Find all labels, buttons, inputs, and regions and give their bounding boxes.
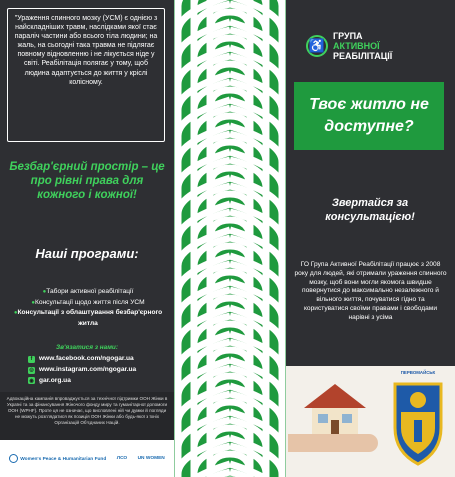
cta-text: Звертайся за консультацією! — [325, 197, 415, 223]
crest-label: ПЕРВОМАЙСЬК — [400, 370, 436, 375]
lso-logo: ЛСО — [116, 455, 128, 461]
disclaimer: Адвокаційна кампанія впроваджується за технічної підтримки ООН Жінки в Україні та за фінансування Жіночого фонду миру та гуманітарної допомоги ООН (WPHF). Проте ця не означає, що висловлені ній чи думки й погляди не можуть розглядатися як позиція ООН Жінки або будь-якої з їхніх Організацій Об'єднаних Націй. — [0, 392, 174, 440]
slogan: Безбар'єрний простір – це про рівні права для кожного і кожної! — [9, 161, 165, 201]
headline: Твоє житло не доступне? — [294, 82, 444, 150]
house-icon — [300, 380, 370, 440]
contact-facebook[interactable] — [28, 354, 168, 365]
instagram-icon: ◎ — [29, 366, 34, 373]
right-panel — [286, 0, 455, 477]
programs-list — [6, 287, 170, 329]
wphf-logo: Women's Peace & Humanitarian Fund — [9, 454, 106, 463]
intro-text: "Ураження спинного мозку (УСМ) є однією з найскладніших травм, наслідками якої стає параліч частини або всього тіла людини; на жаль, на сьогодні така травма не підлягає повному відновленню і не лікується ніде у світі. Реабілітація полягає у тому, щоб людина адаптується до життя у кріслі колісному. — [7, 8, 165, 142]
program-item: ● Консультації з облаштування безбар'єрного житла — [6, 308, 170, 329]
contact-link[interactable]: gar.org.ua — [39, 376, 71, 384]
brand-logo — [306, 26, 446, 66]
contact-instagram[interactable] — [28, 365, 168, 376]
facebook-icon: f — [28, 356, 35, 363]
hand-icon — [288, 434, 378, 452]
about-text: ГО Група Активної Реабілітації працює з 2008 року для людей, які отримали ураження спинного мозку, щоб вони могли якомога швидше повернутися до максимально незалежного й вільного життя, почуватися гідно та користуватися своїми правами і свободами нарівні з усіма — [294, 261, 447, 321]
sponsor-logos — [0, 440, 174, 477]
wheelchair-icon: ♿ — [306, 35, 328, 57]
un-emblem-icon — [9, 454, 18, 463]
un-women-logo: UN WOMEN — [137, 455, 165, 461]
contact-link[interactable]: www.facebook.com/ngogar.ua — [39, 355, 134, 362]
contact-website[interactable] — [28, 376, 168, 387]
program-item: ● Консультації щодо життя після УСМ — [6, 298, 170, 309]
brand-name: ГРУПА АКТИВНОЇ РЕАБІЛІТАЦІЇ — [333, 31, 393, 61]
web-icon: ◉ — [29, 377, 34, 384]
left-panel — [0, 0, 174, 477]
chevron-pattern-icon — [174, 0, 286, 477]
programs-title: Наші програми: — [35, 246, 139, 261]
contact-link[interactable]: www.instagram.com/ngogar.ua — [39, 365, 137, 373]
house-photo — [286, 366, 455, 477]
program-item: ● Табори активної реабілітації — [6, 287, 170, 298]
contact-title: Зв'язатися з нами: — [56, 344, 118, 351]
middle-pattern-panel — [174, 0, 286, 477]
contacts-list — [28, 354, 168, 386]
city-crest-icon — [389, 372, 447, 470]
